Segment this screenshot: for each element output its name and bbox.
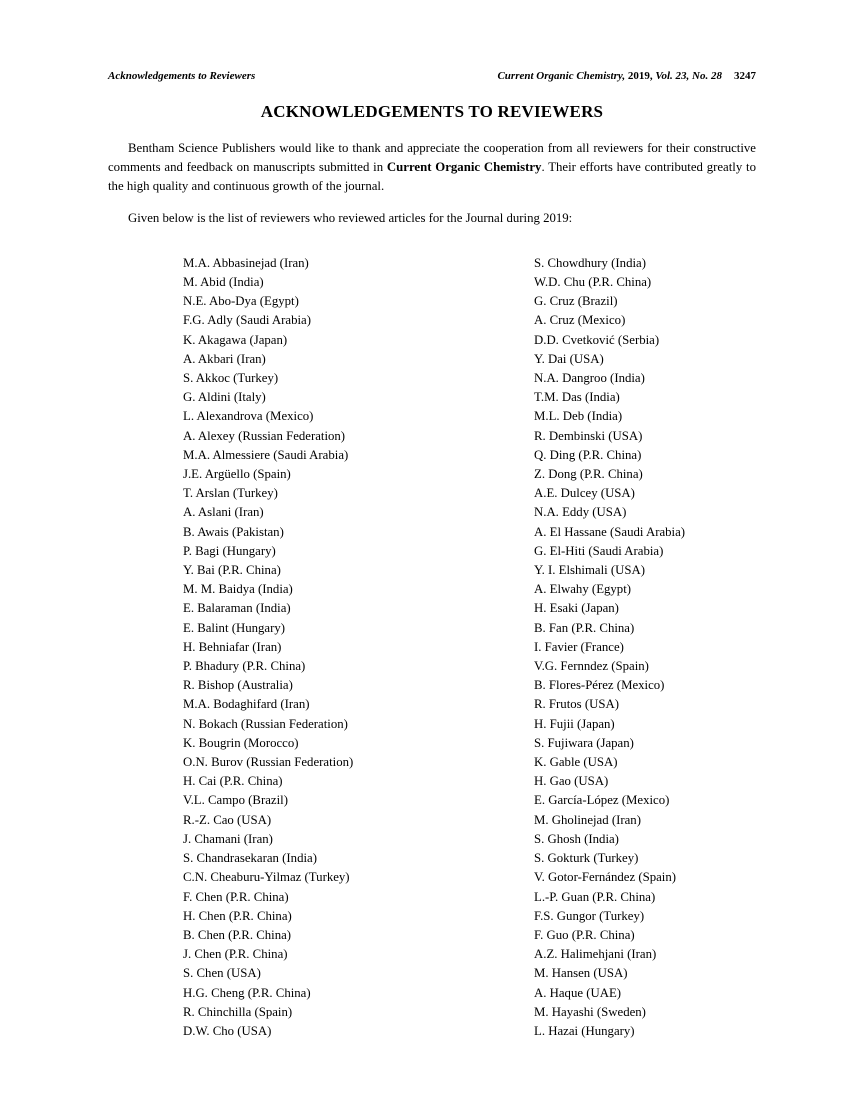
page-title: ACKNOWLEDGEMENTS TO REVIEWERS xyxy=(260,102,604,121)
reviewer-entry: T.M. Das (India) xyxy=(534,390,620,405)
reviewer-entry: G. El-Hiti (Saudi Arabia) xyxy=(534,543,664,558)
reviewer-entry: S. Akkoc (Turkey) xyxy=(183,371,279,386)
reviewer-entry: F.G. Adly (Saudi Arabia) xyxy=(183,313,311,328)
reviewer-entry: F.S. Gungor (Turkey) xyxy=(534,908,645,923)
reviewer-entry: M. Hansen (USA) xyxy=(534,966,628,981)
intro-journal-name: Current Organic Chemistry xyxy=(386,160,542,174)
reviewer-column-right xyxy=(534,254,756,1041)
reviewer-entry: Z. Dong (P.R. China) xyxy=(534,467,643,482)
reviewer-entry: F. Guo (P.R. China) xyxy=(534,927,635,942)
reviewer-entry: N.E. Abo-Dya (Egypt) xyxy=(183,294,299,309)
reviewer-entry: F. Chen (P.R. China) xyxy=(183,889,289,904)
reviewer-entry: G. Aldini (Italy) xyxy=(183,390,266,405)
journal-year: 2019, xyxy=(627,70,656,82)
reviewer-entry: B. Chen (P.R. China) xyxy=(183,927,292,942)
reviewer-entry: M. M. Baidya (India) xyxy=(183,582,293,597)
journal-volume: Vol. 23, No. 28 xyxy=(655,70,722,82)
reviewer-entry: L. Alexandrova (Mexico) xyxy=(183,409,314,424)
reviewer-entry: A. El Hassane (Saudi Arabia) xyxy=(534,524,686,539)
journal-name: Current Organic Chemistry, xyxy=(497,70,628,82)
reviewer-entry: T. Arslan (Turkey) xyxy=(183,486,278,501)
reviewer-entry: H. Chen (P.R. China) xyxy=(183,908,292,923)
reviewer-entry: H. Esaki (Japan) xyxy=(534,601,619,616)
reviewer-entry: N.A. Eddy (USA) xyxy=(534,505,627,520)
page-number: 3247 xyxy=(734,70,756,82)
reviewer-entry: H. Cai (P.R. China) xyxy=(183,774,283,789)
reviewer-entry: R. Bishop (Australia) xyxy=(183,678,293,693)
reviewer-entry: A. Haque (UAE) xyxy=(534,985,622,1000)
reviewer-entry: R. Chinchilla (Spain) xyxy=(183,1004,293,1019)
reviewer-entry: B. Flores-Pérez (Mexico) xyxy=(534,678,665,693)
reviewer-entry: Y. Bai (P.R. China) xyxy=(183,563,281,578)
list-introduction-line: Given below is the list of reviewers who reviewed articles for the Journal during 2019: xyxy=(128,210,573,225)
reviewer-entry: R. Dembinski (USA) xyxy=(534,428,643,443)
reviewer-entry: H. Fujii (Japan) xyxy=(534,716,615,731)
reviewer-entry: P. Bhadury (P.R. China) xyxy=(183,659,306,674)
reviewer-entry: A. Elwahy (Egypt) xyxy=(534,582,632,597)
reviewer-entry: B. Fan (P.R. China) xyxy=(534,620,635,635)
reviewer-column-left xyxy=(183,254,534,1041)
reviewer-entry: A. Cruz (Mexico) xyxy=(534,313,626,328)
reviewer-entry: R. Frutos (USA) xyxy=(534,697,619,712)
reviewer-entry: M. Hayashi (Sweden) xyxy=(534,1004,646,1019)
reviewer-entry: S. Chandrasekaran (India) xyxy=(183,851,317,866)
reviewer-entry: H. Gao (USA) xyxy=(534,774,609,789)
reviewer-entry: L. Hazai (Hungary) xyxy=(534,1023,635,1038)
reviewer-entry: M.L. Deb (India) xyxy=(534,409,623,424)
reviewer-entry: V. Gotor-Fernández (Spain) xyxy=(534,870,677,885)
reviewer-entry: D.W. Cho (USA) xyxy=(183,1023,272,1038)
reviewer-entry: A. Alexey (Russian Federation) xyxy=(183,428,346,443)
reviewer-entry: H. Behniafar (Iran) xyxy=(183,639,282,654)
running-head-title: Acknowledgements to Reviewers xyxy=(108,70,256,82)
reviewer-entry: A.Z. Halimehjani (Iran) xyxy=(534,947,657,962)
reviewer-entry: S. Chen (USA) xyxy=(183,966,261,981)
reviewer-entry: K. Akagawa (Japan) xyxy=(183,332,288,347)
reviewer-entry: B. Awais (Pakistan) xyxy=(183,524,284,539)
reviewer-entry: I. Favier (France) xyxy=(534,639,624,654)
reviewer-entry: M. Gholinejad (Iran) xyxy=(534,812,641,827)
reviewer-entry: V.L. Campo (Brazil) xyxy=(183,793,288,808)
reviewer-entry: A. Akbari (Iran) xyxy=(183,351,266,366)
reviewer-entry: A. Aslani (Iran) xyxy=(183,505,264,520)
reviewer-entry: M.A. Almessiere (Saudi Arabia) xyxy=(183,447,349,462)
reviewer-entry: N.A. Dangroo (India) xyxy=(534,371,645,386)
reviewer-entry: J. Chen (P.R. China) xyxy=(183,947,288,962)
reviewer-entry: Q. Ding (P.R. China) xyxy=(534,447,642,462)
reviewer-entry: W.D. Chu (P.R. China) xyxy=(534,275,652,289)
reviewer-entry: J. Chamani (Iran) xyxy=(183,831,273,846)
reviewer-entry: Y. I. Elshimali (USA) xyxy=(534,563,646,578)
reviewer-entry: S. Chowdhury (India) xyxy=(534,255,646,270)
reviewer-entry: K. Gable (USA) xyxy=(534,755,618,770)
reviewer-entry: L.-P. Guan (P.R. China) xyxy=(534,889,656,904)
reviewer-entry: D.D. Cvetković (Serbia) xyxy=(534,332,660,347)
reviewer-entry: H.G. Cheng (P.R. China) xyxy=(183,985,311,1000)
reviewer-entry: R.-Z. Cao (USA) xyxy=(183,812,272,827)
reviewer-entry: M. Abid (India) xyxy=(183,275,264,289)
reviewer-entry: S. Gokturk (Turkey) xyxy=(534,851,639,866)
reviewer-entry: V.G. Fernndez (Spain) xyxy=(534,659,649,674)
intro-text-after: . Their efforts have contributed greatly to the high quality and continuous growth of the journal. xyxy=(108,160,756,193)
reviewer-entry: M.A. Bodaghifard (Iran) xyxy=(183,697,310,712)
running-head xyxy=(108,70,756,83)
intro-text-before: Bentham Science Publishers would like to thank and appreciate the cooperation from all reviewers for their constructive comments and feedback on manuscripts submitted in xyxy=(108,141,756,174)
reviewer-entry: J.E. Argüello (Spain) xyxy=(183,467,291,482)
reviewer-entry: Y. Dai (USA) xyxy=(534,351,604,366)
reviewer-entry: E. García-López (Mexico) xyxy=(534,793,670,808)
reviewer-columns xyxy=(108,254,756,1041)
intro-paragraph xyxy=(108,139,756,196)
reviewer-entry: K. Bougrin (Morocco) xyxy=(183,735,299,750)
reviewer-entry: E. Balaraman (India) xyxy=(183,601,291,616)
reviewer-entry: S. Ghosh (India) xyxy=(534,831,619,846)
reviewer-entry: G. Cruz (Brazil) xyxy=(534,294,618,309)
reviewer-entry: A.E. Dulcey (USA) xyxy=(534,486,635,501)
running-head-citation xyxy=(497,70,756,83)
reviewer-entry: P. Bagi (Hungary) xyxy=(183,543,276,558)
reviewer-entry: M.A. Abbasinejad (Iran) xyxy=(183,255,309,270)
reviewer-entry: C.N. Cheaburu-Yilmaz (Turkey) xyxy=(183,870,350,885)
reviewer-entry: N. Bokach (Russian Federation) xyxy=(183,716,348,731)
reviewer-entry: S. Fujiwara (Japan) xyxy=(534,735,634,750)
reviewer-entry: E. Balint (Hungary) xyxy=(183,620,285,635)
reviewer-entry: O.N. Burov (Russian Federation) xyxy=(183,755,354,770)
